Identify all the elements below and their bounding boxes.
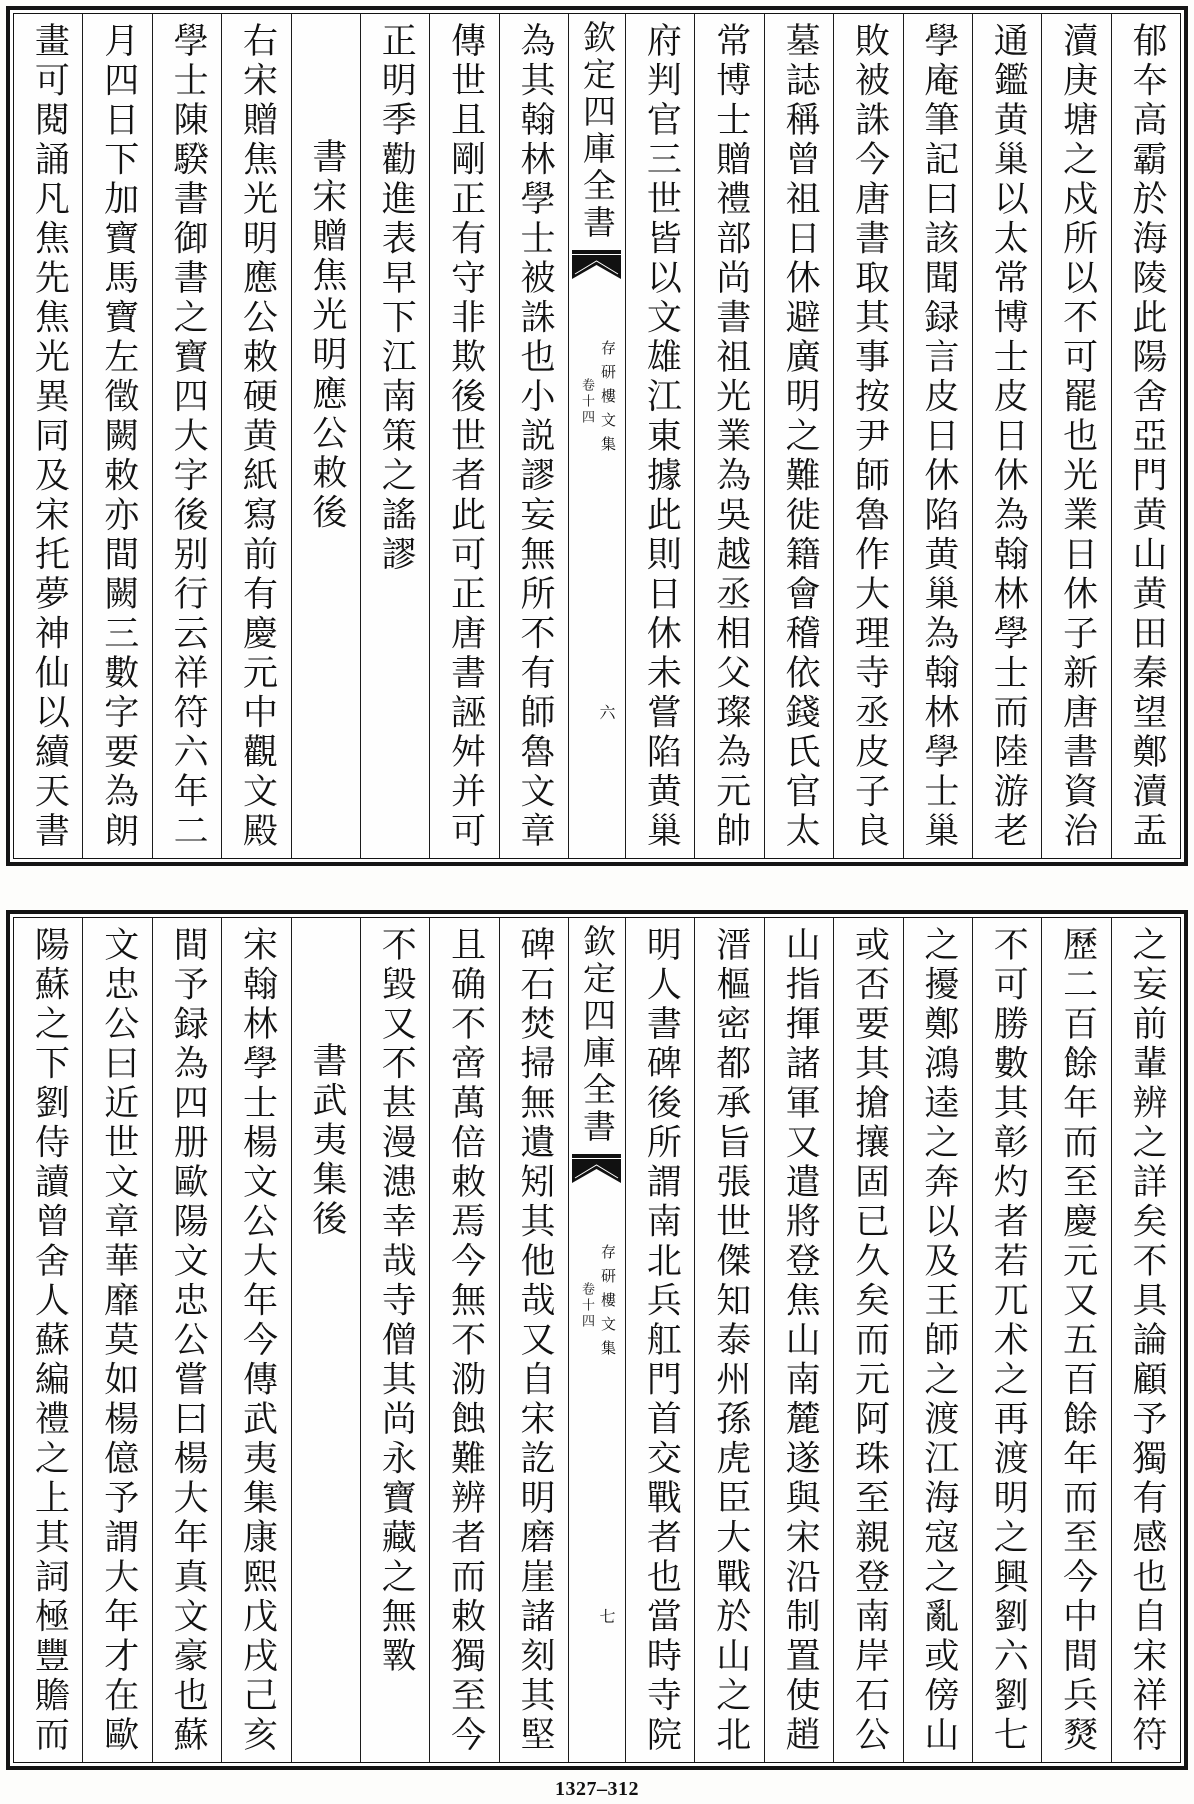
text-column: 宋翰林學士楊文公大年今傳武夷集康熙戊戌己亥	[221, 918, 290, 1762]
text-column: 之妄前輩辨之詳矣不具論顧予獨有感也自宋祥符	[1111, 918, 1180, 1762]
text-column: 學士陳騤書御書之寶四大字後别行云祥符六年二	[152, 14, 221, 858]
fishtail-ornament-icon	[572, 250, 621, 280]
folio-number: 六	[597, 704, 616, 720]
fishtail-ornament-icon	[572, 1154, 621, 1184]
text-column: 溍樞密都承旨張世傑知泰州孫虎臣大戰於山之北	[694, 918, 763, 1762]
page-frame	[13, 13, 1181, 859]
text-column: 明人書碑後所謂南北兵舡門首交戰者也當時寺院	[625, 918, 694, 1762]
text-column: 瀆庚塘之戍所以不可罷也光業日休子新唐書資治	[1041, 14, 1110, 858]
text-column: 歷二百餘年而至慶元又五百餘年而至今中間兵燹	[1041, 918, 1110, 1762]
text-column: 不毀又不甚漫漶幸哉寺僧其尚永寶藏之無斁	[360, 918, 429, 1762]
book-title: 存研樓文集	[599, 1244, 617, 1364]
text-column: 不可勝數其彰灼者若兀术之再渡明之興劉六劉七	[972, 918, 1041, 1762]
series-title: 欽定四庫全書	[578, 924, 617, 1146]
text-column: 碑石焚掃無遺矧其他哉又自宋訖明磨崖諸刻其堅	[499, 918, 568, 1762]
text-column: 山指揮諸軍又遣將登焦山南麓遂與宋沿制置使趙	[764, 918, 833, 1762]
volume-label: 卷十四	[579, 378, 594, 426]
section-title-column: 書宋贈焦光明應公敕後	[291, 14, 360, 858]
series-title: 欽定四庫全書	[578, 20, 617, 242]
text-column: 文忠公曰近世文章華靡莫如楊億予謂大年才在歐	[82, 918, 151, 1762]
text-column: 之擾鄭鴻逵之奔以及王師之渡江海寇之亂或傍山	[903, 918, 972, 1762]
page-lower	[6, 910, 1188, 1770]
text-column: 郁夲高霸於海陵此陽舍亞門黄山黄田秦望鄭瀆盂	[1111, 14, 1180, 858]
text-column: 敗被誅今唐書取其事按尹師魯作大理寺丞皮子良	[833, 14, 902, 858]
text-column: 間予録為四册歐陽文忠公嘗曰楊大年真文豪也蘇	[152, 918, 221, 1762]
text-column: 墓誌稱曾祖日休避廣明之難徙籍會稽依錢氏官太	[764, 14, 833, 858]
page-code-footer: 1327–312	[555, 1778, 639, 1800]
volume-label: 卷十四	[579, 1282, 594, 1330]
page-upper	[6, 6, 1188, 866]
book-title: 存研樓文集	[599, 340, 617, 460]
text-column: 學庵筆記曰該聞録言皮日休陷黄巢為翰林學士巢	[903, 14, 972, 858]
center-fold-column	[568, 14, 625, 858]
text-column: 傳世且剛正有守非欺後世者此可正唐書誣舛并可	[429, 14, 498, 858]
folio-number: 七	[597, 1608, 616, 1624]
text-column: 為其翰林學士被誅也小説謬妄無所不有師魯文章	[499, 14, 568, 858]
text-column: 或否要其搶攘固已久矣而元阿珠至親登南岸石公	[833, 918, 902, 1762]
text-column: 正明季勸進表早下江南策之謠謬	[360, 14, 429, 858]
text-column: 且确不啻萬倍敕焉今無不泐蝕難辨者而敕獨至今	[429, 918, 498, 1762]
page-frame	[13, 917, 1181, 1763]
text-column: 常博士贈禮部尚書祖光業為吳越丞相父璨為元帥	[694, 14, 763, 858]
text-column: 通鑑黄巢以太常博士皮日休為翰林學士而陸游老	[972, 14, 1041, 858]
center-fold-column	[568, 918, 625, 1762]
section-title-column: 書武夷集後	[291, 918, 360, 1762]
text-column: 畫可閱誦凡焦先焦光異同及宋托夢神仙以續天書	[29, 22, 70, 852]
text-column: 月四日下加寶馬寶左徵闕敕亦間闕三數字要為朗	[82, 14, 151, 858]
text-column: 陽蘇之下劉侍讀曾舍人蘇編禮之上其詞極豐贍而	[29, 926, 70, 1756]
text-column: 右宋贈焦光明應公敕硬黄紙寫前有慶元中觀文殿	[221, 14, 290, 858]
text-column: 府判官三世皆以文雄江東據此則日休未嘗陷黄巢	[625, 14, 694, 858]
